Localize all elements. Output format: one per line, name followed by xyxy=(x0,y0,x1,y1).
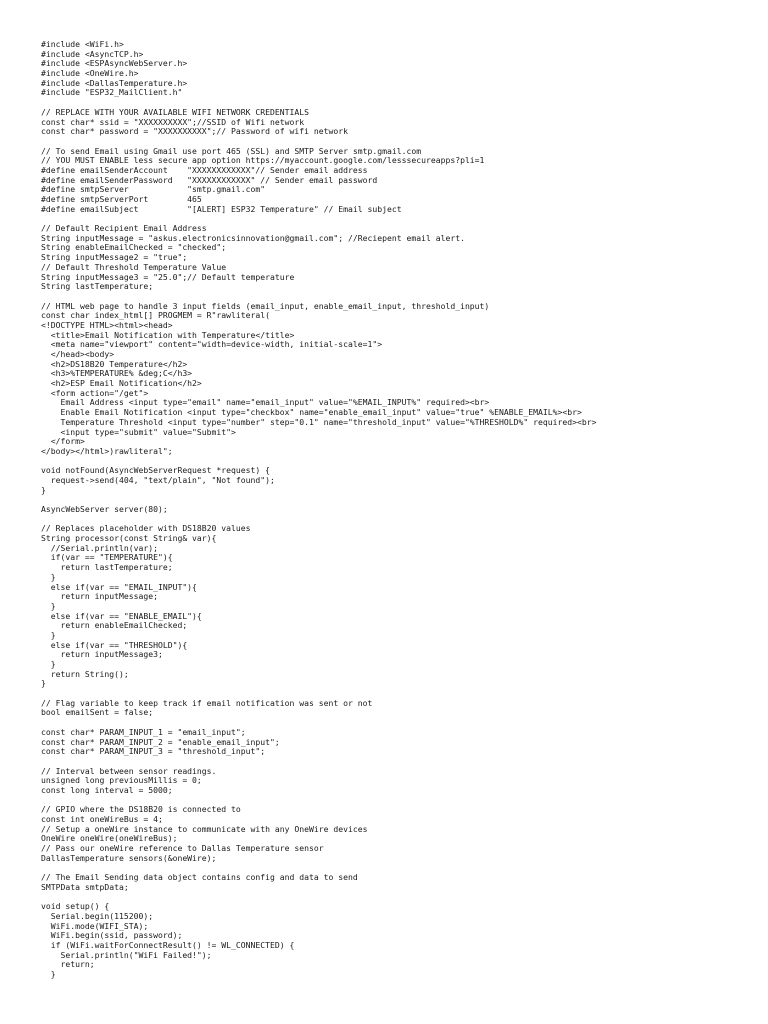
code-line: SMTPData smtpData; xyxy=(41,881,129,892)
code-line: <!DOCTYPE HTML><html><head> xyxy=(41,319,173,330)
code-line: } xyxy=(41,969,56,979)
code-line: #define emailSenderAccount "XXXXXXXXXXXX"// Sender email address xyxy=(41,164,368,175)
code-line: } xyxy=(41,600,56,611)
code-line: const char* ssid = "XXXXXXXXXX";//SSID of Wifi network xyxy=(41,116,305,127)
code-line: // Setup a oneWire instance to communicate with any OneWire devices xyxy=(41,823,368,834)
code-line: request->send(404, "text/plain", "Not found"); xyxy=(41,474,275,485)
code-line: #define smtpServer "smtp.gmail.com" xyxy=(41,184,266,195)
code-line: const int oneWireBus = 4; xyxy=(41,814,163,824)
code-line: const char* PARAM_INPUT_2 = "enable_email_input"; xyxy=(41,736,280,747)
code-line: // HTML web page to handle 3 input fields (email_input, enable_email_input, threshold_input) xyxy=(41,300,490,311)
code-line: } xyxy=(41,678,46,689)
code-line: if(var == "TEMPERATURE"){ xyxy=(41,552,173,563)
code-line: // To send Email using Gmail use port 465 (SSL) and SMTP Server smtp.gmail.com xyxy=(41,145,422,156)
code-line: return lastTemperature; xyxy=(41,562,173,573)
code-line: // GPIO where the DS18B20 is connected to xyxy=(41,804,241,815)
code-line: // Default Recipient Email Address xyxy=(41,223,207,234)
code-line: <input type="submit" value="Submit"> xyxy=(41,426,236,437)
code-line: return inputMessage; xyxy=(41,591,158,602)
code-line: #include <OneWire.h> xyxy=(41,68,139,79)
code-line: else if(var == "EMAIL_INPUT"){ xyxy=(41,581,197,592)
code-line: </body></html>)rawliteral"; xyxy=(41,445,173,456)
code-line: // YOU MUST ENABLE less secure app option https://myaccount.google.com/lesssecureapps?pli=1 xyxy=(41,155,485,166)
code-line: #include <AsyncTCP.h> xyxy=(41,48,144,59)
code-line: else if(var == "THRESHOLD"){ xyxy=(41,639,188,650)
code-line: <meta name="viewport" content="width=device-width, initial-scale=1"> xyxy=(41,339,383,350)
code-line: } xyxy=(41,659,56,669)
code-line: </form> xyxy=(41,436,85,447)
code-line: AsyncWebServer server(80); xyxy=(41,504,168,514)
code-line: const char* PARAM_INPUT_3 = "threshold_input"; xyxy=(41,746,266,757)
code-line: Enable Email Notification <input type="checkbox" name="enable_email_input" value="true" %ENABLE_EMAIL%><br> xyxy=(41,407,582,418)
code-line: } xyxy=(41,571,56,582)
code-line: return String(); xyxy=(41,668,129,679)
code-line: Serial.println("WiFi Failed!"); xyxy=(41,949,212,960)
code-line: String inputMessage2 = "true"; xyxy=(41,252,188,263)
code-line: // REPLACE WITH YOUR AVAILABLE WIFI NETWORK CREDENTIALS xyxy=(41,106,310,117)
code-line: const char* password = "XXXXXXXXXX";// Password of wifi network xyxy=(41,126,348,137)
code-line: String inputMessage3 = "25.0";// Default temperature xyxy=(41,271,295,282)
code-line: // Interval between sensor readings. xyxy=(41,765,217,776)
code-line: else if(var == "ENABLE_EMAIL"){ xyxy=(41,610,202,621)
code-line: void notFound(AsyncWebServerRequest *request) { xyxy=(41,465,271,476)
code-line: //Serial.println(var); xyxy=(41,542,158,553)
code-line: #include <DallasTemperature.h> xyxy=(41,77,188,88)
code-line: String inputMessage = "askus.electronicsinnovation@gmail.com"; //Reciepent email alert. xyxy=(41,232,465,243)
code-line: DallasTemperature sensors(&oneWire); xyxy=(41,852,217,863)
code-line: return enableEmailChecked; xyxy=(41,620,188,631)
code-line: // Default Threshold Temperature Value xyxy=(41,261,227,272)
code-line: const char* PARAM_INPUT_1 = "email_input"; xyxy=(41,726,246,737)
code-line: #include <ESPAsyncWebServer.h> xyxy=(41,58,188,69)
code-line: String lastTemperature; xyxy=(41,281,154,292)
code-line: WiFi.mode(WIFI_STA); xyxy=(41,920,149,931)
code-line: } xyxy=(41,629,56,640)
code-line: Email Address <input type="email" name="email_input" value="%EMAIL_INPUT%" required><br> xyxy=(41,397,490,408)
code-line: if (WiFi.waitForConnectResult() != WL_CONNECTED) { xyxy=(41,939,295,950)
code-line: <h2>ESP Email Notification</h2> xyxy=(41,378,202,389)
code-line: #define emailSubject "[ALERT] ESP32 Temperature" // Email subject xyxy=(41,203,402,214)
code-line: WiFi.begin(ssid, password); xyxy=(41,930,183,941)
code-line: #define smtpServerPort 465 xyxy=(41,194,202,204)
code-line: #include <WiFi.h> xyxy=(41,39,124,49)
code-line: Temperature Threshold <input type="number" step="0.1" name="threshold_input" value="%THRESHOLD%" required><br> xyxy=(41,416,597,427)
code-line: OneWire oneWire(oneWireBus); xyxy=(41,833,178,844)
code-line: String processor(const String& var){ xyxy=(41,533,217,544)
code-line: const char index_html[] PROGMEM = R"rawliteral( xyxy=(41,310,271,321)
code-line: <form action="/get"> xyxy=(41,387,149,398)
source-code-listing xyxy=(41,40,597,980)
code-line: </head><body> xyxy=(41,349,115,359)
code-line: <h2>DS18B20 Temperature</h2> xyxy=(41,358,188,369)
code-line: #define emailSenderPassword "XXXXXXXXXXXX" // Sender email password xyxy=(41,174,378,185)
code-line: unsigned long previousMillis = 0; xyxy=(41,775,202,786)
code-line: <title>Email Notification with Temperature</title> xyxy=(41,329,295,340)
code-line: #include "ESP32_MailClient.h" xyxy=(41,87,183,98)
code-line: // Pass our oneWire reference to Dallas Temperature sensor xyxy=(41,843,324,854)
code-line: // The Email Sending data object contains config and data to send xyxy=(41,872,358,883)
code-line: String enableEmailChecked = "checked"; xyxy=(41,242,227,253)
code-line: Serial.begin(115200); xyxy=(41,910,154,921)
code-line: } xyxy=(41,484,46,495)
code-line: bool emailSent = false; xyxy=(41,707,154,718)
code-line: return inputMessage3; xyxy=(41,649,163,660)
code-line: return; xyxy=(41,959,95,970)
code-line: void setup() { xyxy=(41,901,110,912)
code-line: // Replaces placeholder with DS18B20 values xyxy=(41,523,251,534)
code-line: // Flag variable to keep track if email notification was sent or not xyxy=(41,697,373,708)
code-line xyxy=(41,893,597,903)
code-line: const long interval = 5000; xyxy=(41,784,173,795)
code-line: <h3>%TEMPERATURE% &deg;C</h3> xyxy=(41,368,193,379)
